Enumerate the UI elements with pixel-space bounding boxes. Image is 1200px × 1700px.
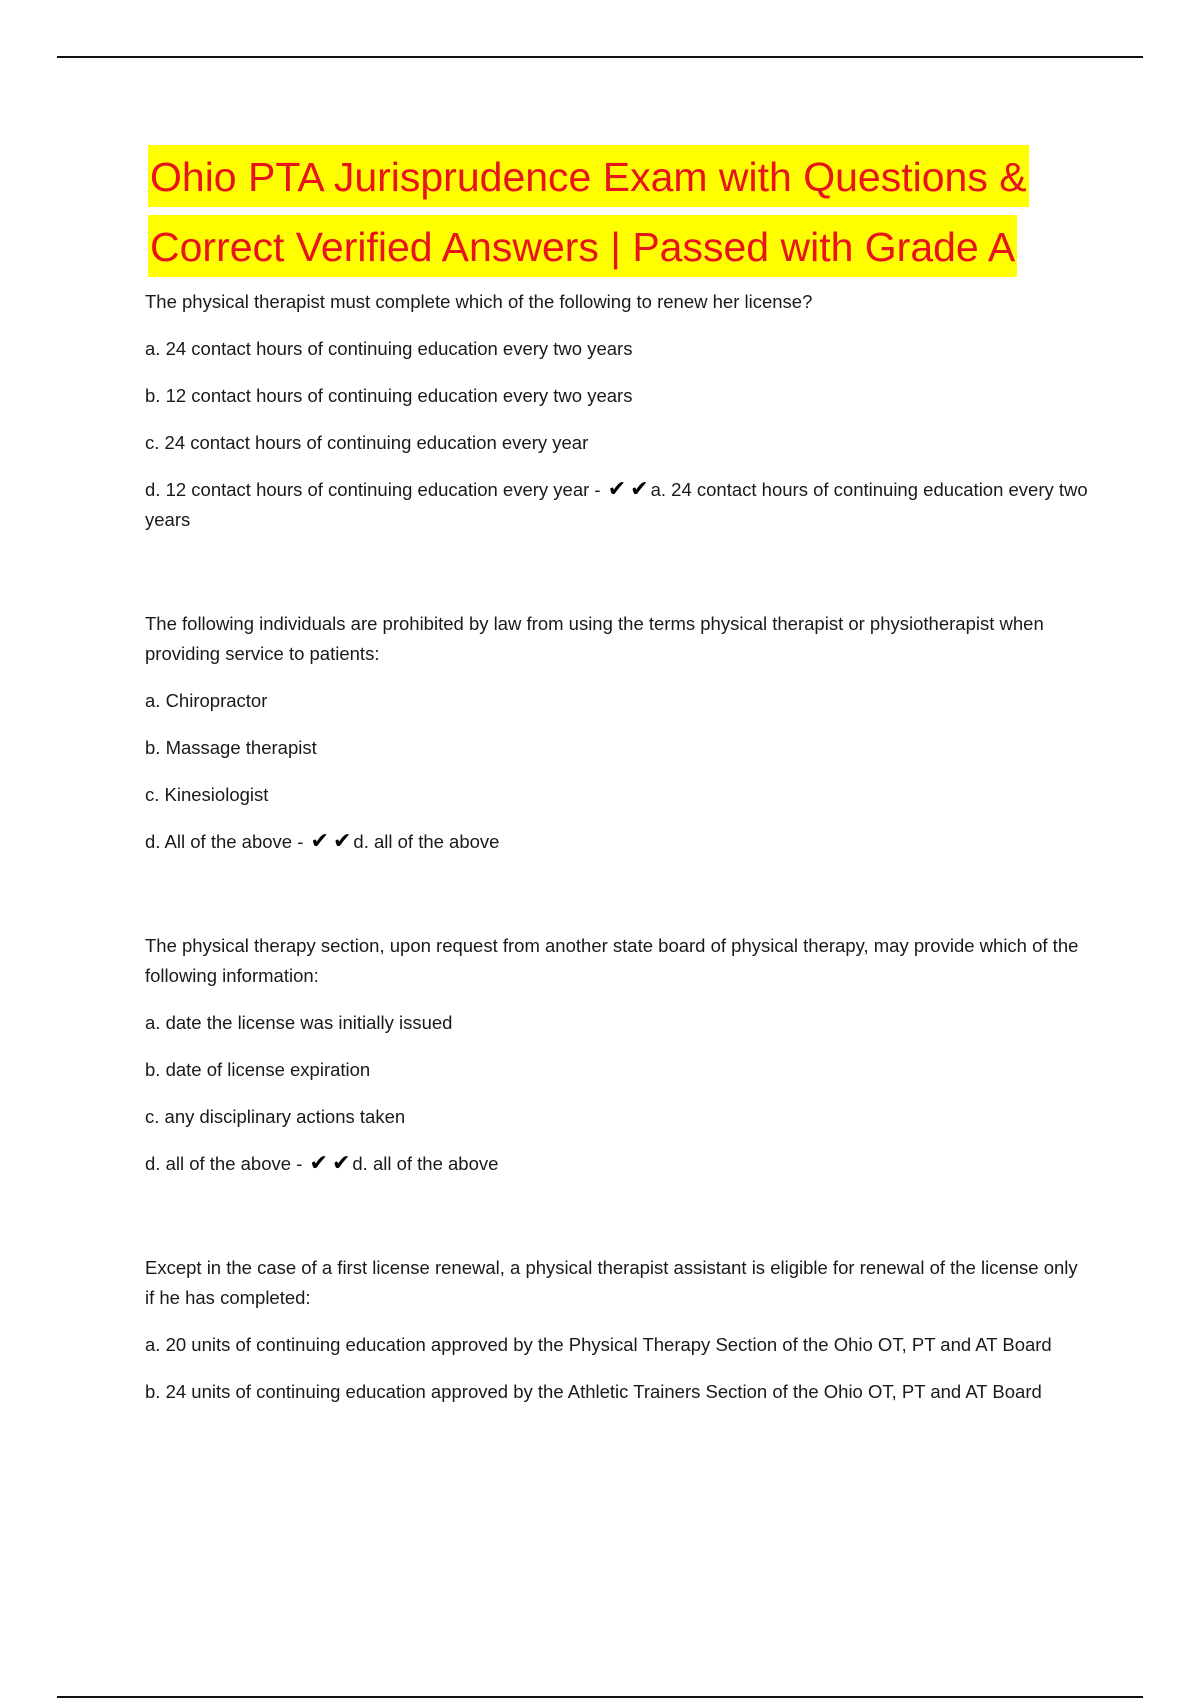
- question-text: Except in the case of a first license renewal, a physical therapist assistant is eligible for renewal of the license only if he has completed:: [145, 1257, 1078, 1308]
- checkmark-icon: ✔: [331, 1151, 351, 1176]
- option-d: d. all of the above -: [145, 1153, 303, 1174]
- checkmark-icon: ✔: [310, 829, 329, 854]
- option-d: d. 12 contact hours of continuing education every year -: [145, 479, 601, 500]
- bottom-rule: [57, 1696, 1143, 1698]
- option-b: b. 12 contact hours of continuing education every two years: [145, 385, 633, 406]
- checkmark-icon: ✔: [607, 477, 627, 502]
- question-text: The following individuals are prohibited by law from using the terms physical therapist or physiotherapist when providing service to patients:: [145, 613, 1044, 664]
- option-d-with-answer: [145, 827, 1090, 857]
- correct-answer: d. all of the above: [352, 1153, 499, 1174]
- question-text: The physical therapist must complete which of the following to renew her license?: [145, 291, 813, 312]
- checkmark-icon: ✔: [630, 477, 649, 502]
- option-a: a. 20 units of continuing education approved by the Physical Therapy Section of the Ohio OT, PT and AT Board: [145, 1334, 1052, 1355]
- option-c: c. Kinesiologist: [145, 784, 269, 805]
- option-d: d. All of the above -: [145, 831, 304, 852]
- option-c: c. any disciplinary actions taken: [145, 1106, 406, 1127]
- option-d-with-answer: [145, 475, 1090, 535]
- correct-answer: a. 24 contact hours of continuing education every two years: [145, 479, 1088, 530]
- question-block-1: [145, 287, 1090, 535]
- correct-answer: d. all of the above: [353, 831, 500, 852]
- option-b: b. Massage therapist: [145, 737, 317, 758]
- question-list: [145, 287, 1090, 1481]
- title-line-2: Correct Verified Answers | Passed with Grade A: [148, 215, 1017, 277]
- document-title: [148, 145, 1088, 285]
- option-a: a. 24 contact hours of continuing education every two years: [145, 338, 633, 359]
- question-text: The physical therapy section, upon request from another state board of physical therapy, may provide which of the following information:: [145, 935, 1079, 986]
- checkmark-icon: ✔: [309, 1151, 328, 1176]
- question-block-2: [145, 609, 1090, 857]
- option-b: b. 24 units of continuing education approved by the Athletic Trainers Section of the Ohio OT, PT and AT Board: [145, 1381, 1042, 1402]
- option-a: a. date the license was initially issued: [145, 1012, 453, 1033]
- checkmark-icon: ✔: [332, 829, 352, 854]
- option-b: b. date of license expiration: [145, 1059, 371, 1080]
- title-line-1: Ohio PTA Jurisprudence Exam with Questions &: [148, 145, 1029, 207]
- option-d-with-answer: [145, 1149, 1090, 1179]
- question-block-3: [145, 931, 1090, 1179]
- question-block-4: [145, 1253, 1090, 1407]
- option-a: a. Chiropractor: [145, 690, 268, 711]
- top-rule: [57, 56, 1143, 58]
- option-c: c. 24 contact hours of continuing education every year: [145, 432, 589, 453]
